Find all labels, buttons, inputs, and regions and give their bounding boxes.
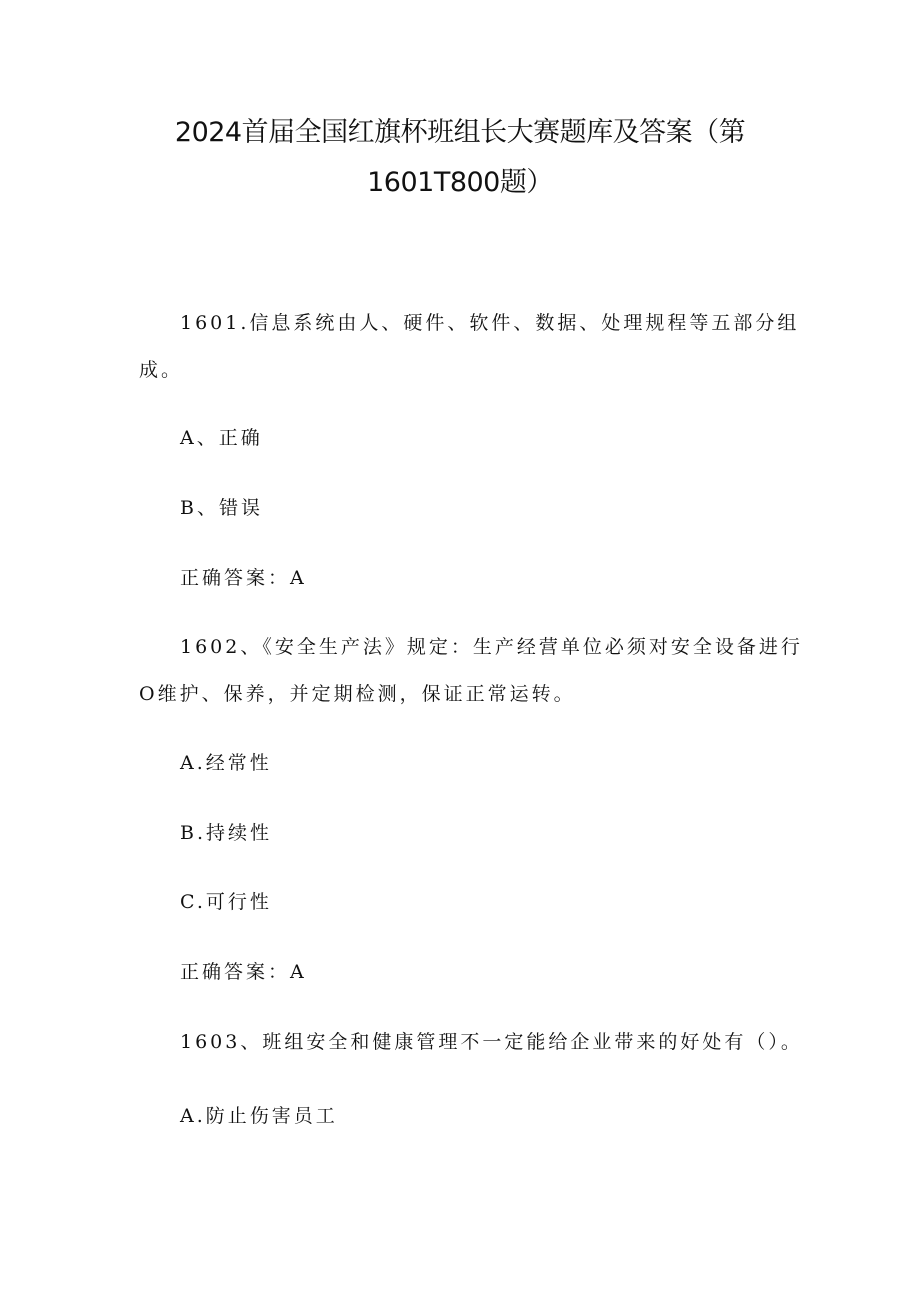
- question-1602-option-a: A.经常性: [180, 752, 272, 774]
- question-1602-option-c: C.可行性: [180, 891, 272, 913]
- question-1602-text-continued: O维护、保养，并定期检测，保证正常运转。: [139, 683, 576, 705]
- question-1603-text: 1603、班组安全和健康管理不一定能给企业带来的好处有（）。: [180, 1031, 803, 1053]
- question-1603-option-a: A.防止伤害员工: [180, 1105, 338, 1127]
- question-1601-option-a: A、正确: [180, 427, 263, 449]
- question-1601-text: 1601.信息系统由人、硬件、软件、数据、处理规程等五部分组: [180, 312, 800, 334]
- question-1601-answer: 正确答案：A: [180, 567, 307, 589]
- question-1601-option-b: B、错误: [180, 497, 263, 519]
- question-1601-text-continued: 成。: [139, 359, 184, 381]
- document-title-line-1: 2024首届全国红旗杯班组长大赛题库及答案（第: [174, 117, 746, 148]
- question-1602-answer: 正确答案：A: [180, 961, 307, 983]
- question-1602-text: 1602、《安全生产法》规定：生产经营单位必须对安全设备进行: [180, 636, 803, 658]
- document-title-line-2: 1601T800题）: [367, 167, 553, 198]
- question-1602-option-b: B.持续性: [180, 822, 273, 844]
